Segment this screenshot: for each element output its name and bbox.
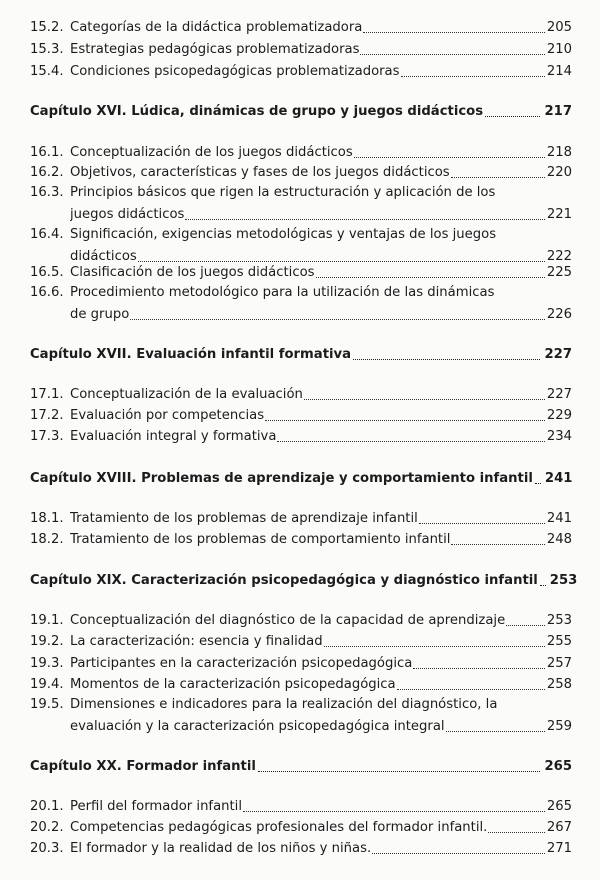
chapter-heading-xx (30, 756, 572, 778)
entry-page: 229 (546, 408, 572, 423)
leader-dots (419, 523, 545, 524)
entry-page: 241 (546, 511, 572, 526)
leader-dots (413, 668, 545, 669)
entry-title: Conceptualización del diagnóstico de la capacidad de aprendizaje (70, 613, 506, 628)
entry-page: 222 (546, 249, 572, 264)
entry-number: 16.4. (30, 227, 64, 242)
entry-title: Evaluación integral y formativa (70, 429, 277, 444)
entry-page: 225 (546, 265, 572, 280)
chapter-title: Capítulo XX. Formador infantil (30, 759, 256, 774)
toc-entry-19-3 (30, 653, 572, 675)
toc-entry-15-4 (30, 61, 572, 83)
leader-dots (360, 54, 544, 55)
entry-title-line-2: evaluación y la caracterización psicopedagógica integral (70, 719, 445, 734)
leader-dots (316, 277, 545, 278)
toc-entry-19-2 (30, 631, 572, 653)
entry-page: 257 (546, 656, 572, 671)
entry-number: 16.6. (30, 285, 64, 300)
entry-title: La caracterización: esencia y finalidad (70, 634, 323, 649)
entry-number: 17.2. (30, 408, 64, 423)
entry-number: 15.3. (30, 42, 64, 57)
entry-number: 16.5. (30, 265, 64, 280)
entry-number: 20.1. (30, 799, 64, 814)
toc-entry-19-4 (30, 674, 572, 696)
toc-entry-16-3 (30, 182, 572, 226)
entry-number: 17.1. (30, 387, 64, 402)
entry-title: Evaluación por competencias (70, 408, 265, 423)
entry-title: Perfil del formador infantil (70, 799, 243, 814)
entry-page: 248 (546, 532, 572, 547)
entry-number: 19.4. (30, 677, 64, 692)
entry-title: Tratamiento de los problemas de aprendizaje infantil (70, 511, 418, 526)
leader-dots (446, 731, 545, 732)
leader-dots (258, 771, 541, 772)
toc-entry-16-5 (30, 262, 572, 284)
entry-number: 18.1. (30, 511, 64, 526)
entry-title: Estrategias pedagógicas problematizadoras (70, 42, 360, 57)
chapter-heading-xix (30, 570, 578, 592)
leader-dots (277, 441, 544, 442)
toc-entry-20-1 (30, 796, 572, 818)
entry-title: Categorías de la didáctica problematizadora (70, 20, 363, 35)
entry-page: 226 (546, 307, 572, 322)
entry-number: 15.2. (30, 20, 64, 35)
leader-dots (451, 177, 545, 178)
leader-dots (506, 625, 545, 626)
entry-page: 259 (546, 719, 572, 734)
entry-number: 17.3. (30, 429, 64, 444)
entry-title: Momentos de la caracterización psicopedagógica (70, 677, 396, 692)
chapter-heading-xvi (30, 101, 572, 123)
toc-entry-19-5 (30, 694, 572, 738)
entry-number: 19.5. (30, 697, 64, 712)
entry-title: Conceptualización de los juegos didácticos (70, 145, 353, 160)
entry-title: Tratamiento de los problemas de comportamiento infantil (70, 532, 451, 547)
entry-number: 19.2. (30, 634, 64, 649)
entry-number: 19.1. (30, 613, 64, 628)
entry-number: 20.3. (30, 841, 64, 856)
toc-entry-17-2 (30, 405, 572, 427)
entry-page: 220 (546, 165, 572, 180)
leader-dots (488, 832, 544, 833)
leader-dots (401, 76, 545, 77)
toc-entry-20-2 (30, 817, 572, 839)
entry-title-line-2: juegos didácticos (70, 207, 185, 222)
entry-title: Participantes en la caracterización psicopedagógica (70, 656, 413, 671)
toc-entry-17-1 (30, 384, 572, 406)
entry-title: Condiciones psicopedagógicas problematizadoras (70, 64, 400, 79)
leader-dots (353, 359, 540, 360)
entry-number: 20.2. (30, 820, 64, 835)
toc-entry-19-1 (30, 610, 572, 632)
leader-dots (185, 219, 544, 220)
entry-page: 234 (546, 429, 572, 444)
entry-title-line-2: didácticos (70, 249, 137, 264)
entry-number: 19.3. (30, 656, 64, 671)
entry-title: El formador y la realidad de los niños y niñas. (70, 841, 372, 856)
chapter-page: 265 (544, 759, 572, 774)
chapter-heading-xvii (30, 344, 572, 366)
entry-title: Conceptualización de la evaluación (70, 387, 303, 402)
entry-title: Objetivos, características y fases de los juegos didácticos (70, 165, 450, 180)
leader-dots (363, 32, 544, 33)
entry-page: 221 (546, 207, 572, 222)
chapter-title: Capítulo XVIII. Problemas de aprendizaje y comportamiento infantil (30, 471, 533, 486)
toc-entry-18-2 (30, 529, 572, 551)
leader-dots (265, 420, 545, 421)
toc-entry-20-3 (30, 838, 572, 860)
leader-dots (354, 157, 545, 158)
entry-page: 253 (546, 613, 572, 628)
entry-title-line-1: Principios básicos que rigen la estructuración y aplicación de los (70, 185, 496, 200)
entry-number: 16.1. (30, 145, 64, 160)
entry-page: 218 (546, 145, 572, 160)
leader-dots (535, 483, 541, 484)
entry-page: 255 (546, 634, 572, 649)
toc-entry-16-1 (30, 142, 572, 164)
entry-page: 227 (546, 387, 572, 402)
entry-title-line-1: Significación, exigencias metodológicas y ventajas de los juegos (70, 227, 497, 242)
leader-dots (324, 646, 545, 647)
chapter-page: 253 (549, 573, 578, 588)
leader-dots (304, 399, 545, 400)
toc-entry-16-2 (30, 162, 572, 184)
chapter-page: 227 (544, 347, 572, 362)
toc-entry-15-3 (30, 39, 572, 61)
leader-dots (243, 811, 545, 812)
entry-page: 205 (546, 20, 572, 35)
entry-title-line-1: Procedimiento metodológico para la utilización de las dinámicas (70, 285, 495, 300)
chapter-heading-xviii (30, 468, 572, 490)
leader-dots (397, 689, 545, 690)
chapter-page: 217 (544, 104, 572, 119)
entry-page: 210 (546, 42, 572, 57)
entry-title-line-2: de grupo (70, 307, 130, 322)
entry-number: 18.2. (30, 532, 64, 547)
leader-dots (451, 544, 544, 545)
entry-page: 267 (546, 820, 572, 835)
toc-entry-16-6 (30, 282, 572, 326)
entry-page: 214 (546, 64, 572, 79)
entry-title: Competencias pedagógicas profesionales del formador infantil. (70, 820, 488, 835)
chapter-page: 241 (544, 471, 573, 486)
entry-number: 16.2. (30, 165, 64, 180)
entry-number: 15.4. (30, 64, 64, 79)
leader-dots (485, 116, 540, 117)
chapter-title: Capítulo XVI. Lúdica, dinámicas de grupo y juegos didácticos (30, 104, 484, 119)
entry-title: Clasificación de los juegos didácticos (70, 265, 315, 280)
entry-page: 258 (546, 677, 572, 692)
entry-page: 265 (546, 799, 572, 814)
leader-dots (130, 319, 545, 320)
leader-dots (372, 853, 545, 854)
chapter-title: Capítulo XVII. Evaluación infantil formativa (30, 347, 352, 362)
entry-number: 16.3. (30, 185, 64, 200)
toc-entry-17-3 (30, 426, 572, 448)
entry-page: 271 (546, 841, 572, 856)
leader-dots (540, 585, 546, 586)
chapter-title: Capítulo XIX. Caracterización psicopedagógica y diagnóstico infantil (30, 573, 538, 588)
entry-title-line-1: Dimensiones e indicadores para la realización del diagnóstico, la (70, 697, 498, 712)
toc-entry-18-1 (30, 508, 572, 530)
toc-entry-15-2 (30, 17, 572, 39)
